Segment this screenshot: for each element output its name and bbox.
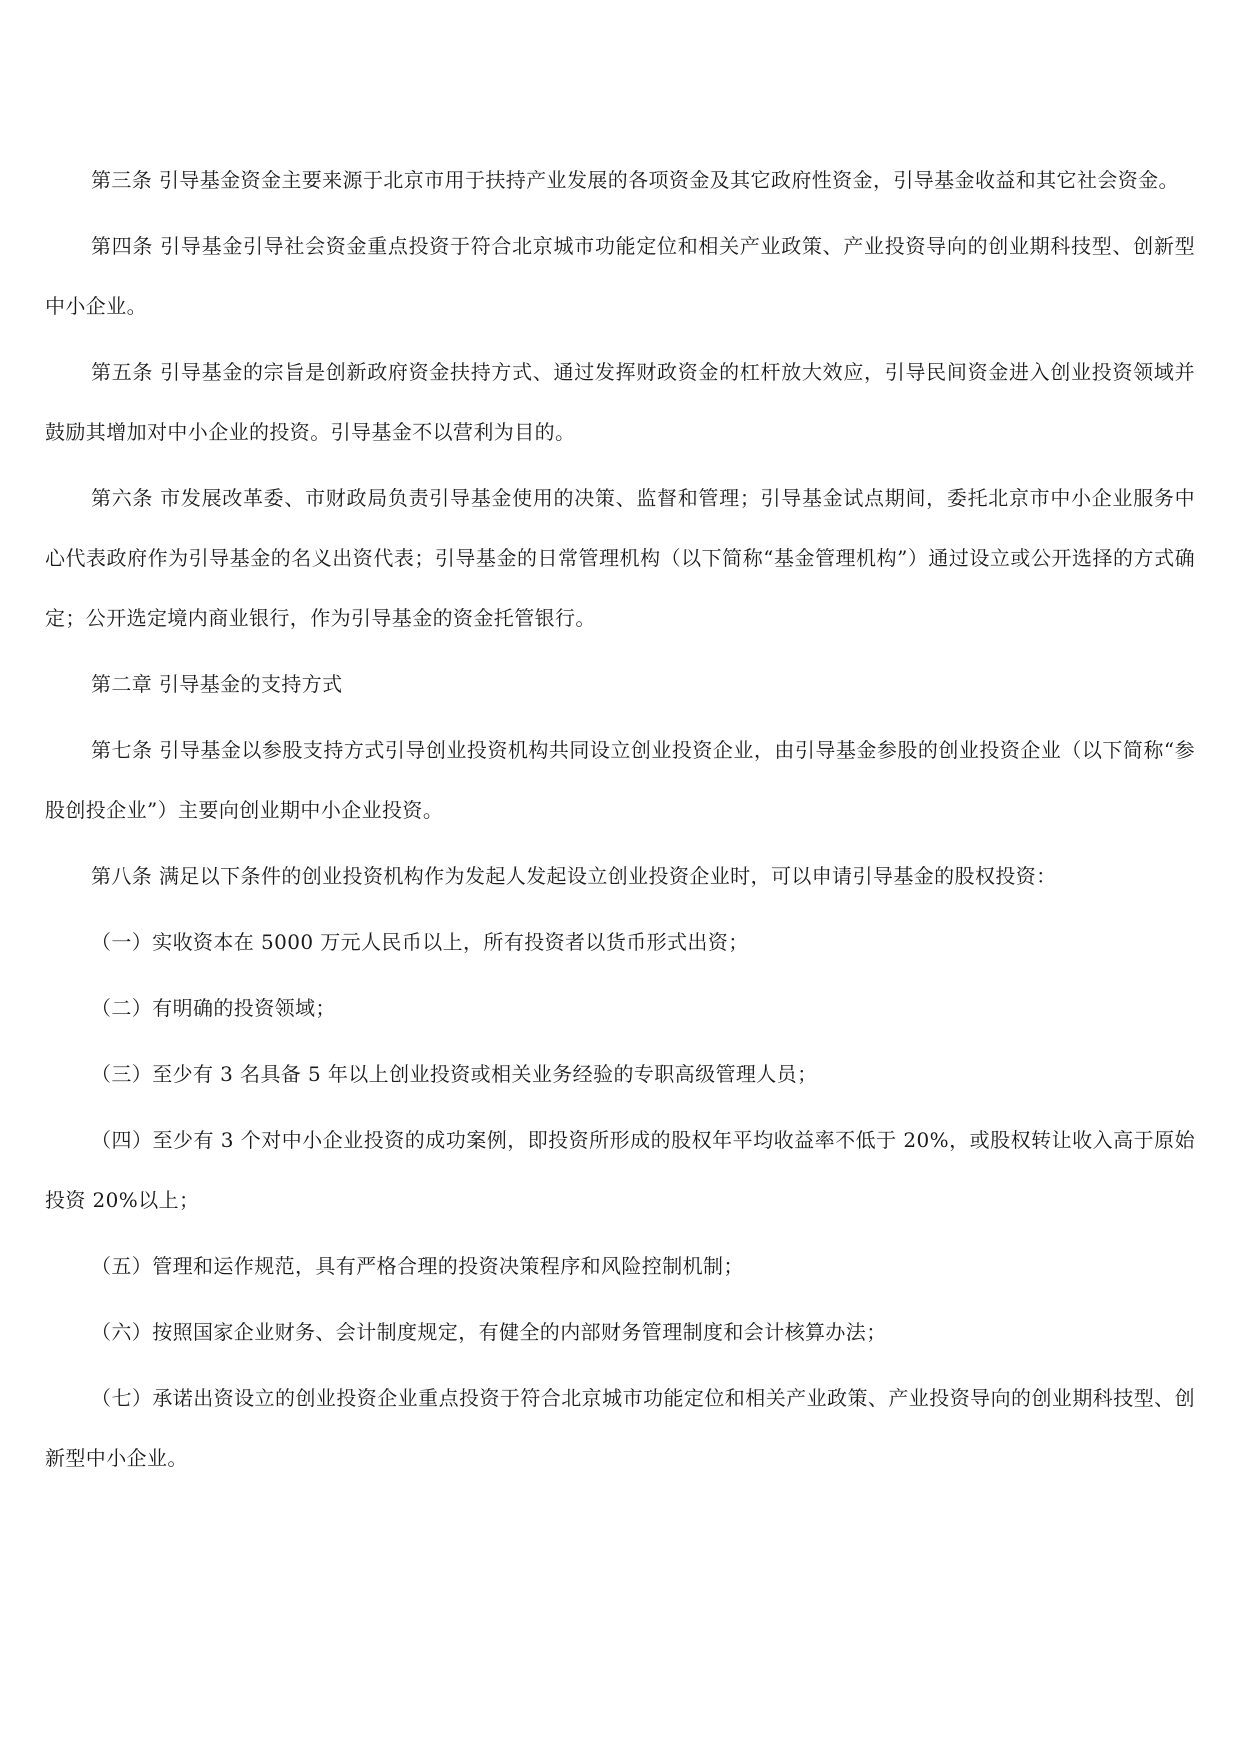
condition-5: （五）管理和运作规范，具有严格合理的投资决策程序和风险控制机制； — [91, 1254, 744, 1278]
article-7: 第七条 引导基金以参股支持方式引导创业投资机构共同设立创业投资企业，由引导基金参股的创业投资企业（以下简称“参股创投企业”）主要向创业期中小企业投资。 — [45, 738, 1195, 822]
condition-2: （二）有明确的投资领域； — [91, 996, 336, 1020]
article-5: 第五条 引导基金的宗旨是创新政府资金扶持方式、通过发挥财政资金的杠杆放大效应，引导民间资金进入创业投资领域并鼓励其增加对中小企业的投资。引导基金不以营利为目的。 — [45, 360, 1195, 444]
article-6: 第六条 市发展改革委、市财政局负责引导基金使用的决策、监督和管理；引导基金试点期间，委托北京市中小企业服务中心代表政府作为引导基金的名义出资代表；引导基金的日常管理机构（以下简称“基金管理机构”）通过设立或公开选择的方式确定；公开选定境内商业银行，作为引导基金的资金托管银行。 — [45, 486, 1195, 630]
condition-3: （三）至少有 3 名具备 5 年以上创业投资或相关业务经验的专职高级管理人员； — [91, 1062, 818, 1086]
condition-7: （七）承诺出资设立的创业投资企业重点投资于符合北京城市功能定位和相关产业政策、产业投资导向的创业期科技型、创新型中小企业。 — [45, 1386, 1195, 1470]
article-3: 第三条 引导基金资金主要来源于北京市用于扶持产业发展的各项资金及其它政府性资金，引导基金收益和其它社会资金。 — [91, 168, 1179, 192]
condition-6: （六）按照国家企业财务、会计制度规定，有健全的内部财务管理制度和会计核算办法； — [91, 1320, 887, 1344]
article-4: 第四条 引导基金引导社会资金重点投资于符合北京城市功能定位和相关产业政策、产业投资导向的创业期科技型、创新型中小企业。 — [45, 234, 1195, 318]
document-body — [45, 150, 1195, 1494]
article-8: 第八条 满足以下条件的创业投资机构作为发起人发起设立创业投资企业时，可以申请引导基金的股权投资： — [91, 864, 1057, 888]
chapter-2-heading: 第二章 引导基金的支持方式 — [91, 672, 343, 696]
condition-1: （一）实收资本在 5000 万元人民币以上，所有投资者以货币形式出资； — [91, 930, 749, 954]
condition-4: （四）至少有 3 个对中小企业投资的成功案例，即投资所形成的股权年平均收益率不低于 20%，或股权转让收入高于原始投资 20%以上； — [45, 1128, 1195, 1212]
